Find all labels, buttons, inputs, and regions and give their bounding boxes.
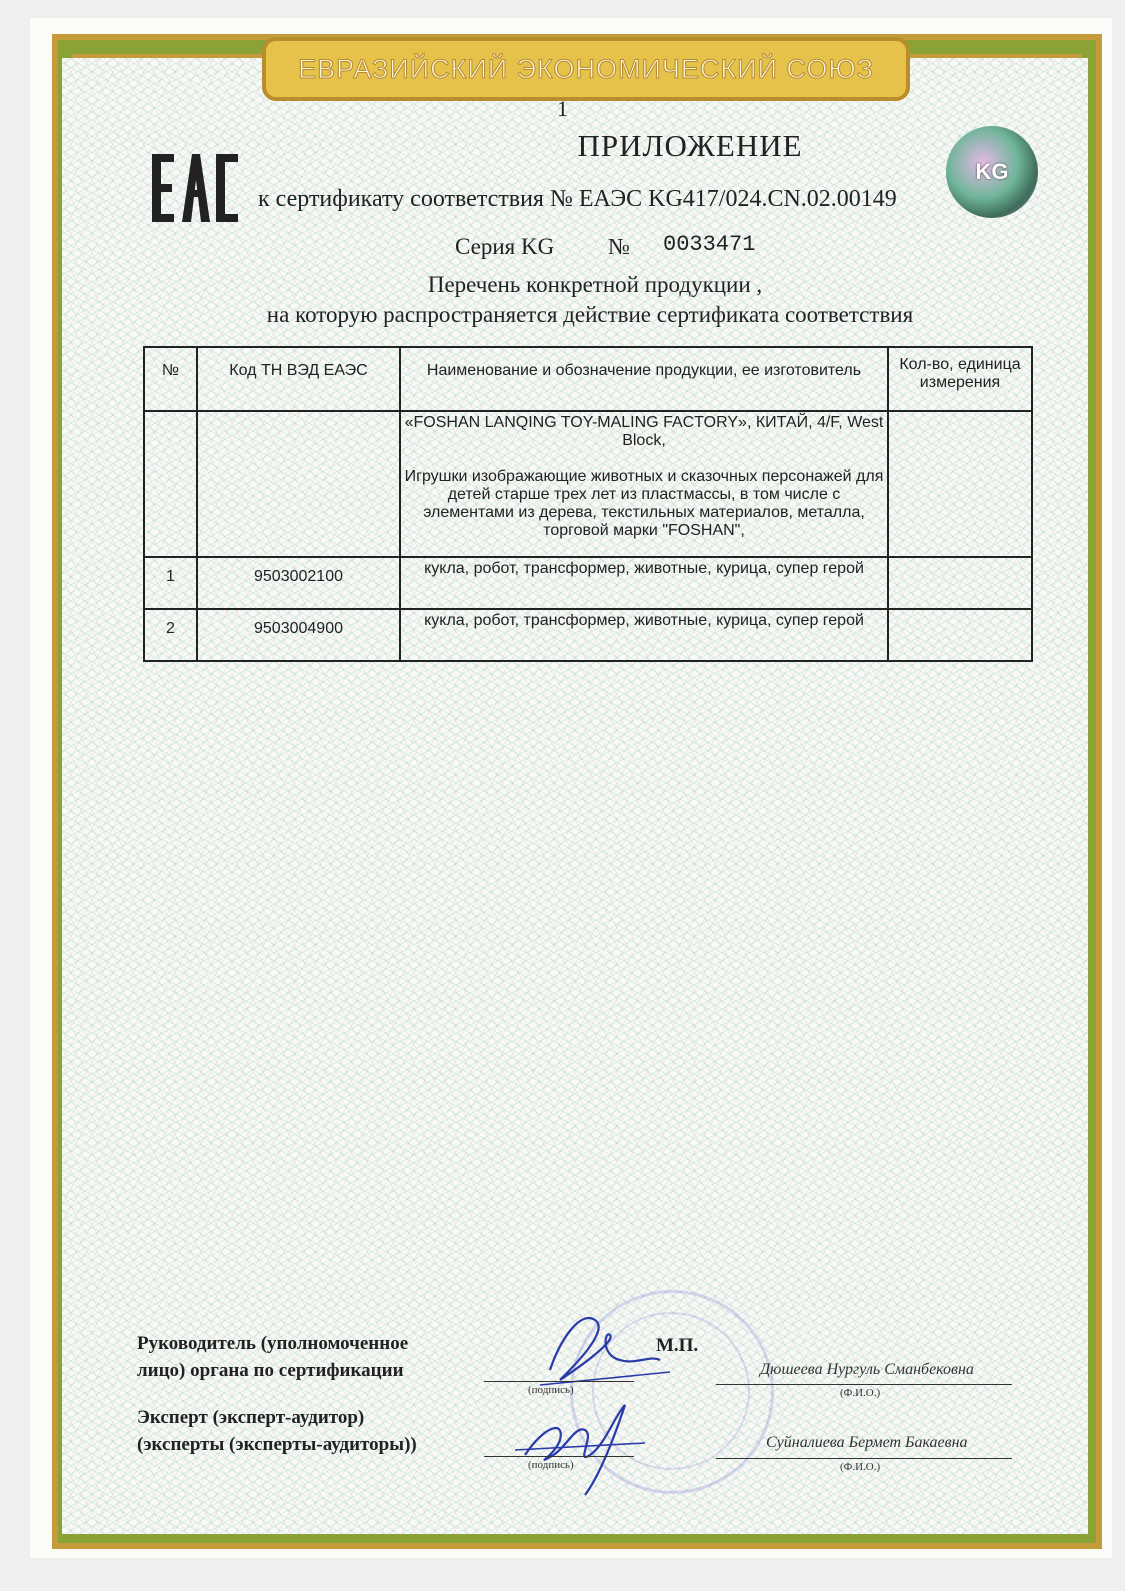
product-description: Игрушки изображающие животных и сказочных персонажей для детей старше трех лет из пластмассы, в том числе с элементами из дерева, текстильных материалов, металла, торговой марки "FOSHAN", [404,468,884,539]
hologram-seal [946,126,1038,218]
certificate-reference: к сертификату соответствия № ЕАЭС KG417/024.CN.02.00149 [258,186,897,212]
head-signature-caption: (подпись) [528,1384,574,1396]
row-qty [888,557,1032,609]
column-header: Наименование и обозначение продукции, ее изготовитель [400,347,888,411]
page-number: 1 [557,96,568,121]
expert-signature-caption: (подпись) [528,1459,574,1471]
list-title-line-1: Перечень конкретной продукции , [427,272,763,297]
manufacturer-cell [400,411,888,557]
page-title: ПРИЛОЖЕНИЕ [577,128,803,163]
table-row [144,609,1032,661]
row-qty [888,609,1032,661]
column-header: Код ТН ВЭД ЕАЭС [197,347,400,411]
list-title-line-2: на которую распространяется действие сертификата соответствия [266,302,914,327]
table-row [144,411,1032,557]
union-banner [262,37,910,101]
head-name-caption: (Ф.И.О.) [840,1387,881,1399]
product-table [143,346,1033,662]
row-code: 9503004900 [197,609,400,661]
manufacturer-text: «FOSHAN LANQING TOY-MALING FACTORY», КИТАЙ, 4/F, West Block, [404,414,884,449]
row-name: кукла, робот, трансформер, животные, курица, супер герой [400,557,888,609]
mp-label: М.П. [656,1335,699,1356]
row-number: 1 [144,557,197,609]
series-number-sign: № [608,234,630,259]
row-number: 2 [144,609,197,661]
head-name: Дюшеева Нургуль Сманбековна [760,1361,974,1378]
column-header: № [144,347,197,411]
column-header: Кол-во, единица измерения [888,347,1032,411]
expert-name: Суйналиева Бермет Бакаевна [766,1434,968,1451]
union-banner-text: ЕВРАЗИЙСКИЙ ЭКОНОМИЧЕСКИЙ СОЮЗ [298,53,874,84]
table-row [144,557,1032,609]
expert-label: Эксперт (эксперт-аудитор) (эксперты (эксперты-аудиторы)) [137,1407,417,1455]
expert-name-caption: (Ф.И.О.) [840,1461,881,1473]
hologram-text: KG [975,159,1009,184]
series-number: 0033471 [663,232,756,257]
table-header-row [144,347,1032,411]
head-label: Руководитель (уполномоченное лицо) органа по сертификации [137,1333,409,1381]
expert-signature-icon [505,1395,655,1500]
series-label: Серия KG [455,234,555,259]
row-code: 9503002100 [197,557,400,609]
eac-logo-icon [152,150,238,226]
row-name: кукла, робот, трансформер, животные, курица, супер герой [400,609,888,661]
